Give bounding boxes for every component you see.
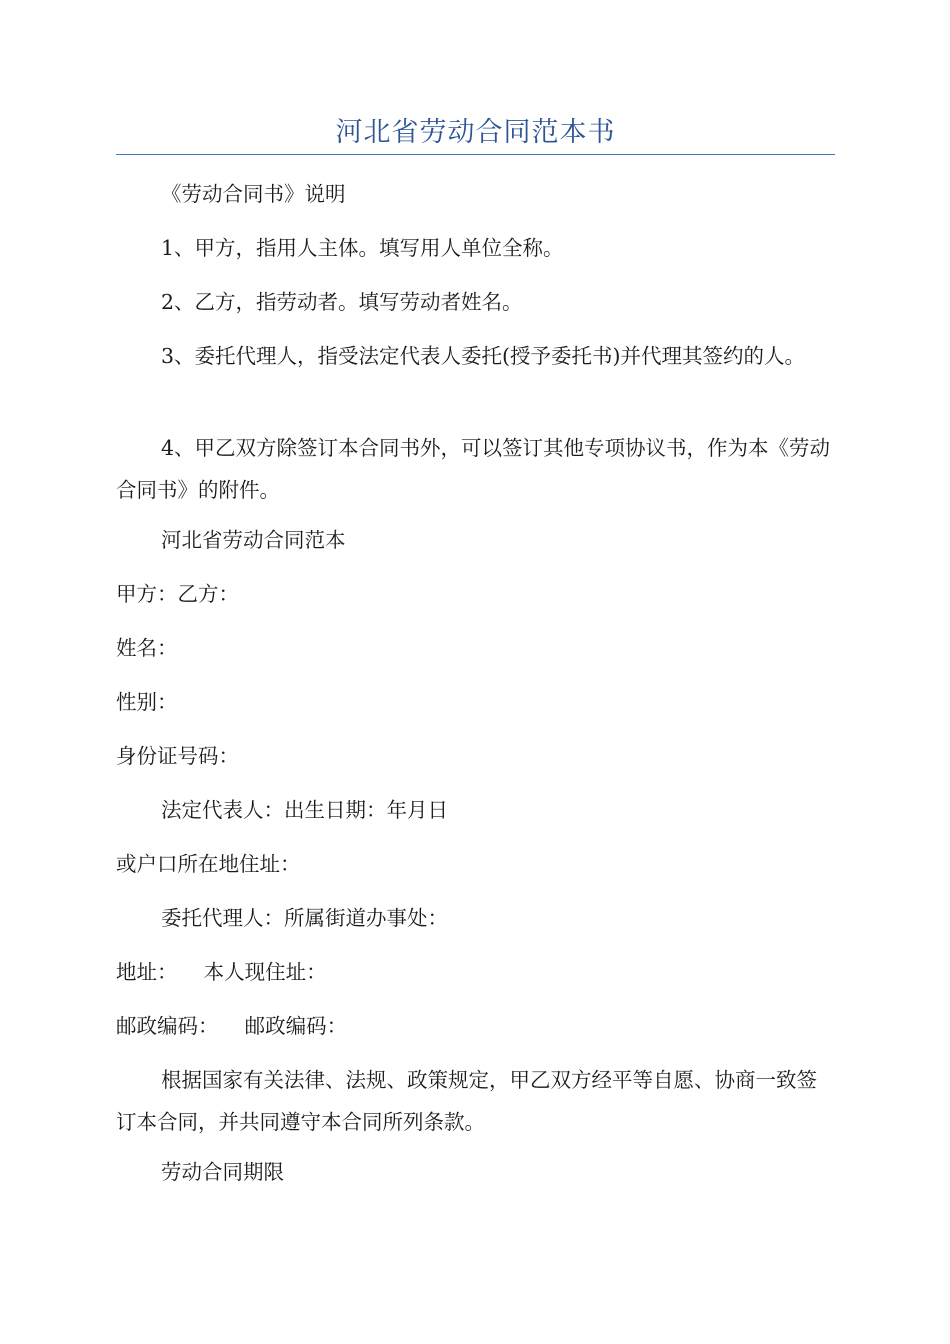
field-address: 地址： 本人现住址： <box>116 960 327 984</box>
paragraph-agreement-basis: 根据国家有关法律、法规、政策规定，甲乙双方经平等自愿、协商一致签订本合同，并共同遵守本合同所列条款。 <box>116 1068 817 1134</box>
section-heading-term: 劳动合同期限 <box>161 1160 284 1184</box>
paragraph-item-3: 3、委托代理人，指受法定代表人委托(授予委托书)并代理其签约的人。 <box>161 344 806 368</box>
field-registered-address: 或户口所在地住址： <box>116 852 301 876</box>
field-party-a-b: 甲方：乙方： <box>116 582 239 606</box>
paragraph-item-4: 4、甲乙双方除签订本合同书外，可以签订其他专项协议书，作为本《劳动合同书》的附件。 <box>116 436 831 502</box>
paragraph-contract-heading: 河北省劳动合同范本 <box>161 528 346 552</box>
field-name: 姓名： <box>116 636 178 660</box>
field-legal-representative: 法定代表人：出生日期：年月日 <box>161 798 448 822</box>
document-title: 河北省劳动合同范本书 <box>335 117 616 148</box>
paragraph-item-1: 1、甲方，指用人主体。填写用人单位全称。 <box>161 236 564 260</box>
field-agent: 委托代理人：所属街道办事处： <box>161 906 448 930</box>
field-postal-code: 邮政编码： 邮政编码： <box>116 1014 348 1038</box>
title-underline <box>116 154 835 155</box>
field-gender: 性别： <box>116 690 178 714</box>
paragraph-item-2: 2、乙方，指劳动者。填写劳动者姓名。 <box>161 290 523 314</box>
paragraph-explanation-heading: 《劳动合同书》说明 <box>161 182 346 206</box>
field-id-number: 身份证号码： <box>116 744 239 768</box>
